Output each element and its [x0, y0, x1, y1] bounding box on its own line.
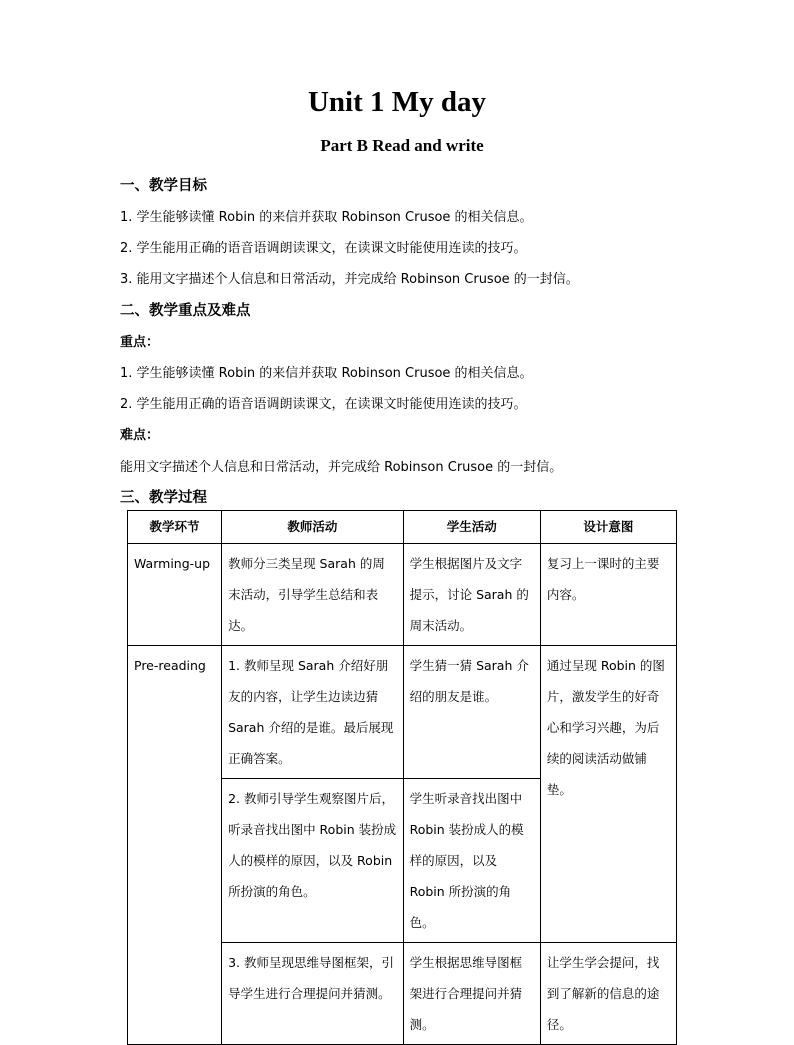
student-cell: 学生猜一猜 Sarah 介绍的朋友是谁。: [403, 646, 540, 779]
table-row: [128, 544, 677, 646]
intent-cell: 复习上一课时的主要内容。: [540, 544, 676, 646]
key-point: 2. 学生能用正确的语音语调朗读课文，在读课文时能使用连读的技巧。: [120, 397, 527, 412]
goal-item: 2. 学生能用正确的语音语调朗读课文，在读课文时能使用连读的技巧。: [120, 241, 527, 256]
intent-cell: 通过呈现 Robin 的图片，激发学生的好奇心和学习兴趣，为后续的阅读活动做铺垫。: [540, 646, 676, 943]
table-header-row: [128, 511, 677, 544]
key-label: 重点：: [120, 335, 160, 350]
student-cell: 学生根据图片及文字提示，讨论 Sarah 的周末活动。: [403, 544, 540, 646]
goal-item: 3. 能用文字描述个人信息和日常活动，并完成给 Robinson Crusoe 的一封信。: [120, 272, 579, 287]
difficult-label: 难点：: [120, 428, 160, 443]
student-cell: 学生听录音找出图中 Robin 装扮成人的模样的原因，以及 Robin 所扮演的角色。: [403, 779, 540, 943]
teacher-cell: 教师分三类呈现 Sarah 的周末活动，引导学生总结和表达。: [222, 544, 404, 646]
process-table: [127, 510, 677, 1045]
key-point: 1. 学生能够读懂 Robin 的来信并获取 Robinson Crusoe 的相关信息。: [120, 366, 533, 381]
table-header: 教学环节: [128, 511, 222, 544]
table-header: 学生活动: [403, 511, 540, 544]
document-subtitle: Part B Read and write: [320, 136, 484, 155]
stage-cell: Pre-reading: [128, 646, 222, 1045]
document-title: Unit 1 My day: [307, 86, 487, 118]
teacher-cell: 3. 教师呈现思维导图框架，引导学生进行合理提问并猜测。: [222, 943, 404, 1045]
student-cell: 学生根据思维导图框架进行合理提问并猜测。: [403, 943, 540, 1045]
table-row: [128, 646, 677, 779]
table-header: 教师活动: [222, 511, 404, 544]
stage-cell: Warming-up: [128, 544, 222, 646]
teacher-cell: 2. 教师引导学生观察图片后，听录音找出图中 Robin 装扮成人的模样的原因，以及 Robin 所扮演的角色。: [222, 779, 404, 943]
teacher-cell: 1. 教师呈现 Sarah 介绍好朋友的内容，让学生边读边猜 Sarah 介绍的是谁。最后展现正确答案。: [222, 646, 404, 779]
table-header: 设计意图: [540, 511, 676, 544]
difficult-text: 能用文字描述个人信息和日常活动，并完成给 Robinson Crusoe 的一封信。: [120, 460, 563, 475]
intent-cell: 让学生学会提问，找到了解新的信息的途径。: [540, 943, 676, 1045]
process-heading: 三、教学过程: [120, 490, 207, 506]
key-heading: 二、教学重点及难点: [120, 303, 251, 319]
goals-heading: 一、教学目标: [120, 178, 207, 194]
goal-item: 1. 学生能够读懂 Robin 的来信并获取 Robinson Crusoe 的相关信息。: [120, 210, 533, 225]
